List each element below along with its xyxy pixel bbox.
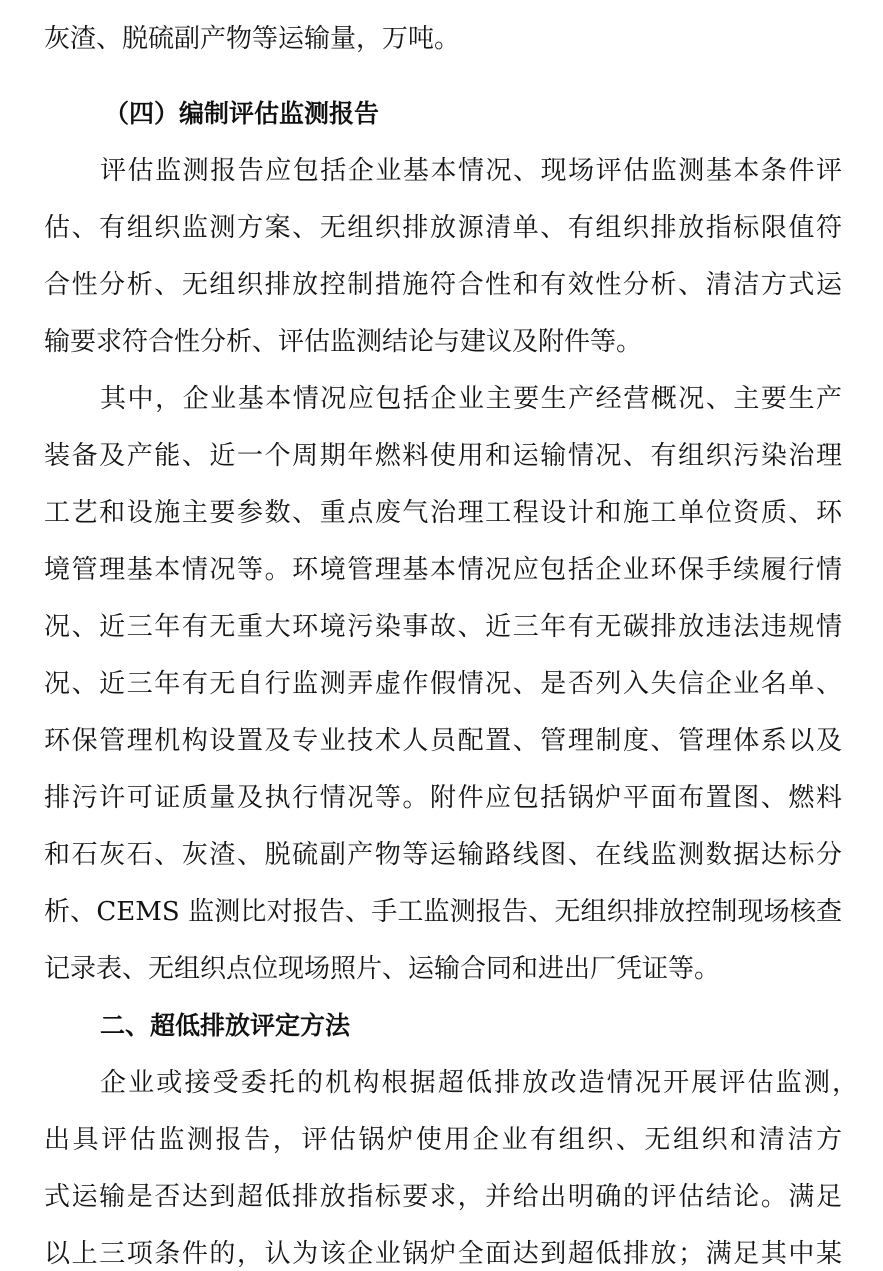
text-line-4: 估、有组织监测方案、无组织排放源清单、有组织排放指标限值符 <box>44 213 842 243</box>
text-line-16: 析、CEMS 监测比对报告、手工监测报告、无组织排放控制现场核查 <box>44 897 842 927</box>
text-line-9: 工艺和设施主要参数、重点废气治理工程设计和施工单位资质、环 <box>44 498 842 528</box>
text-line-1: 灰渣、脱硫副产物等运输量，万吨。 <box>44 24 461 54</box>
text-line-5: 合性分析、无组织排放控制措施符合性和有效性分析、清洁方式运 <box>44 270 842 300</box>
text-line-14: 排污许可证质量及执行情况等。附件应包括锅炉平面布置图、燃料 <box>44 783 842 813</box>
text-line-15: 和石灰石、灰渣、脱硫副产物等运输路线图、在线监测数据达标分 <box>44 840 842 870</box>
text-line-13: 环保管理机构设置及专业技术人员配置、管理制度、管理体系以及 <box>44 726 842 756</box>
text-line-21: 式运输是否达到超低排放指标要求，并给出明确的评估结论。满足 <box>44 1182 842 1212</box>
text-line-12: 况、近三年有无自行监测弄虚作假情况、是否列入失信企业名单、 <box>44 669 842 699</box>
text-line-8: 装备及产能、近一个周期年燃料使用和运输情况、有组织污染治理 <box>44 441 842 471</box>
section-heading-4: （四）编制评估监测报告 <box>104 99 380 128</box>
text-line-17: 记录表、无组织点位现场照片、运输合同和进出厂凭证等。 <box>44 954 721 984</box>
text-line-3: 评估监测报告应包括企业基本情况、现场评估监测基本条件评 <box>100 156 842 186</box>
text-line-22: 以上三项条件的，认为该企业锅炉全面达到超低排放；满足其中某 <box>44 1239 842 1269</box>
text-line-6: 输要求符合性分析、评估监测结论与建议及附件等。 <box>44 327 643 357</box>
text-line-11: 况、近三年有无重大环境污染事故、近三年有无碳排放违法违规情 <box>44 612 842 642</box>
text-line-7: 其中，企业基本情况应包括企业主要生产经营概况、主要生产 <box>100 384 842 414</box>
section-heading-2: 二、超低排放评定方法 <box>100 1011 351 1040</box>
text-line-10: 境管理基本情况等。环境管理基本情况应包括企业环保手续履行情 <box>44 555 842 585</box>
text-line-20: 出具评估监测报告，评估锅炉使用企业有组织、无组织和清洁方 <box>44 1125 842 1155</box>
text-line-19: 企业或接受委托的机构根据超低排放改造情况开展评估监测， <box>100 1068 858 1098</box>
